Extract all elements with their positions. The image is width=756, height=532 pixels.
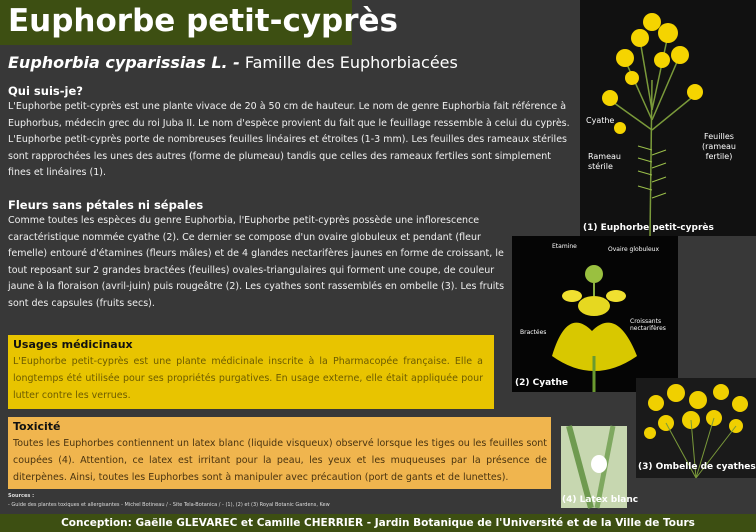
text-qui-suis-je [8,99,573,182]
heading-qui-suis-je: Qui suis-je? [8,84,83,98]
text-toxicite: Toutes les Euphorbes contiennent un latex blanc (liquide visqueux) observé lorsque les tiges ou les feuilles sont coupées (4). Attention, ce latex est irritant pour la peau, les yeux et les muqueuses par la présence de diterpènes. Ainsi, toutes les Euphorbes sont à manipuler avec précaution (port de gants et de lunettes). [13,438,547,483]
caption-fig1: (1) Euphorbe petit-cyprès [583,223,714,233]
heading-toxicite: Toxicité [13,420,61,433]
text-line: jaune à la floraison (avril-juin) puis rougeâtre (2). Les cyathes sont rassemblés en ombelle (3). Les fruits [8,281,505,293]
subtitle [8,53,458,72]
photo-euphorbe [580,0,756,236]
text-fleurs [8,213,506,313]
label-cyathe: Cyathe [586,116,615,125]
text-line: fines et linéaires (1). [8,167,107,179]
cyathe-illustration [512,236,678,392]
heading-fleurs: Fleurs sans pétales ni sépales [8,198,204,212]
caption-fig3: (3) Ombelle de cyathes [638,462,756,472]
sources-heading: Sources : [8,493,35,499]
label-rameau-sterile: Rameau stérile [588,152,621,171]
label-etamine: Etamine [552,243,577,250]
photo-ombelle [636,378,756,478]
text-line: sont des capsules (fruits secs). [8,297,155,309]
text-line: tout reposant sur 2 grandes bractées (feuilles) ovales-triangulaires qui forment une coupe, de couleur [8,264,495,276]
sources-text: - Guide des plantes toxiques et allergisantes - Michel Botineau / - Site Tela-Botanica / - (1), (2) et (3) Royal Botanic Gardens, Kew [8,502,330,508]
caption-fig2: (2) Cyathe [515,378,568,388]
text-line: L'Euphorbe petit-cyprès est une plante vivace de 20 à 50 cm de hauteur. Le nom de genre Euphorbia fait référence à [8,101,567,112]
title-banner [0,0,398,45]
photo-cyathe [512,236,678,392]
text-line: Euphorbus, médecin grec du roi Juba II. Le nom d'espèce provient du fait que le feuillage ressemble à celui du cyprès. [8,117,570,129]
text-usages: L'Euphorbe petit-cyprès est une plante médicinale inscrite à la Pharmacopée française. Elle a longtemps été utilisée pour ses propriétés purgatives. En usage externe, elle était appliquée pour lutter contre les verrues. [13,356,483,401]
photo-latex [561,426,639,508]
page-title: Euphorbe petit-cyprès [8,3,398,39]
text-line: caractéristique nommée cyathe (2). Ce dernier se compose d'un ovaire globuleux et pendant (fleur [8,231,481,243]
label-ovaire: Ovaire globuleux [608,246,660,253]
text-line: sont rapprochées les unes des autres (forme de plumeau) tandis que celles des rameaux fertiles sont simplement [8,150,552,162]
text-line: femelle) entouré d'étamines (fleurs mâles) et de 4 glandes nectarifères jaunes en forme de croissant, le [8,248,504,260]
label-bractees: Bractées [520,329,547,336]
label-croissants: Croissants nectarifères [630,318,666,332]
label-feuilles: Feuilles (rameau fertile) [702,132,736,161]
text-line: Comme toutes les espèces du genre Euphorbia, l'Euphorbe petit-cyprès possède une inflorescence [8,215,480,226]
footer-credits: Conception: Gaëlle GLEVAREC et Camille CHERRIER - Jardin Botanique de l'Université et de la Ville de Tours [0,514,756,532]
usages-box [8,335,494,409]
latin-name: Euphorbia cyparissias L. - [8,53,240,72]
heading-usages: Usages médicinaux [13,338,133,351]
family-name: Famille des Euphorbiacées [244,53,458,72]
caption-fig4: (4) Latex blanc [562,495,639,505]
toxicite-box [8,417,551,489]
text-line: L'Euphorbe petit-cyprès porte de nombreuses feuilles linéaires et étroites (1-3 mm). Les feuilles des rameaux stériles [8,134,567,146]
